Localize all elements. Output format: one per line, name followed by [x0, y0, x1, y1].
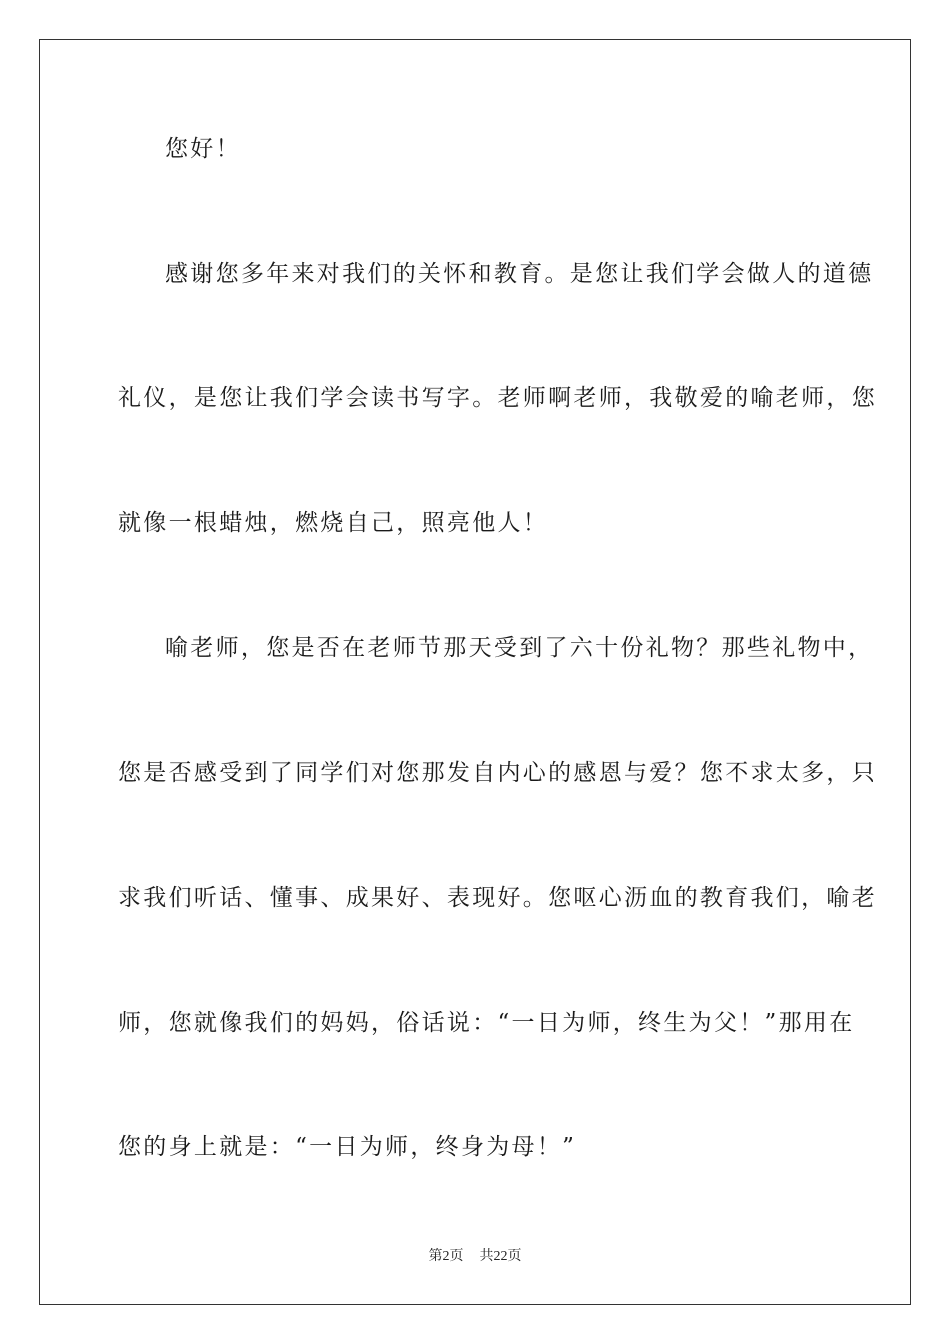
greeting-line: 您好！	[165, 136, 241, 162]
paragraph-2-line-2: 您是否感受到了同学们对您那发自内心的感恩与爱？您不求太多，只	[118, 760, 877, 786]
paragraph-1-line-1: 感谢您多年来对我们的关怀和教育。是您让我们学会做人的道德	[165, 261, 874, 287]
page-footer	[0, 1247, 950, 1267]
paragraph-2-line-3: 求我们听话、懂事、成果好、表现好。您呕心沥血的教育我们，喻老	[118, 885, 877, 911]
paragraph-2-line-4: 师，您就像我们的妈妈，俗话说：“一日为师，终生为父！”那用在	[118, 1010, 855, 1036]
paragraph-1-line-2: 礼仪，是您让我们学会读书写字。老师啊老师，我敬爱的喻老师，您	[118, 385, 877, 411]
page-total: 共22页	[479, 1249, 522, 1264]
page-border	[39, 39, 911, 1305]
paragraph-2-line-1: 喻老师，您是否在老师节那天受到了六十份礼物？那些礼物中，	[165, 635, 874, 661]
paragraph-2-line-5: 您的身上就是：“一日为师，终身为母！”	[118, 1134, 577, 1160]
paragraph-1-line-3: 就像一根蜡烛，燃烧自己，照亮他人！	[118, 510, 549, 536]
page-number: 第2页	[428, 1249, 464, 1264]
